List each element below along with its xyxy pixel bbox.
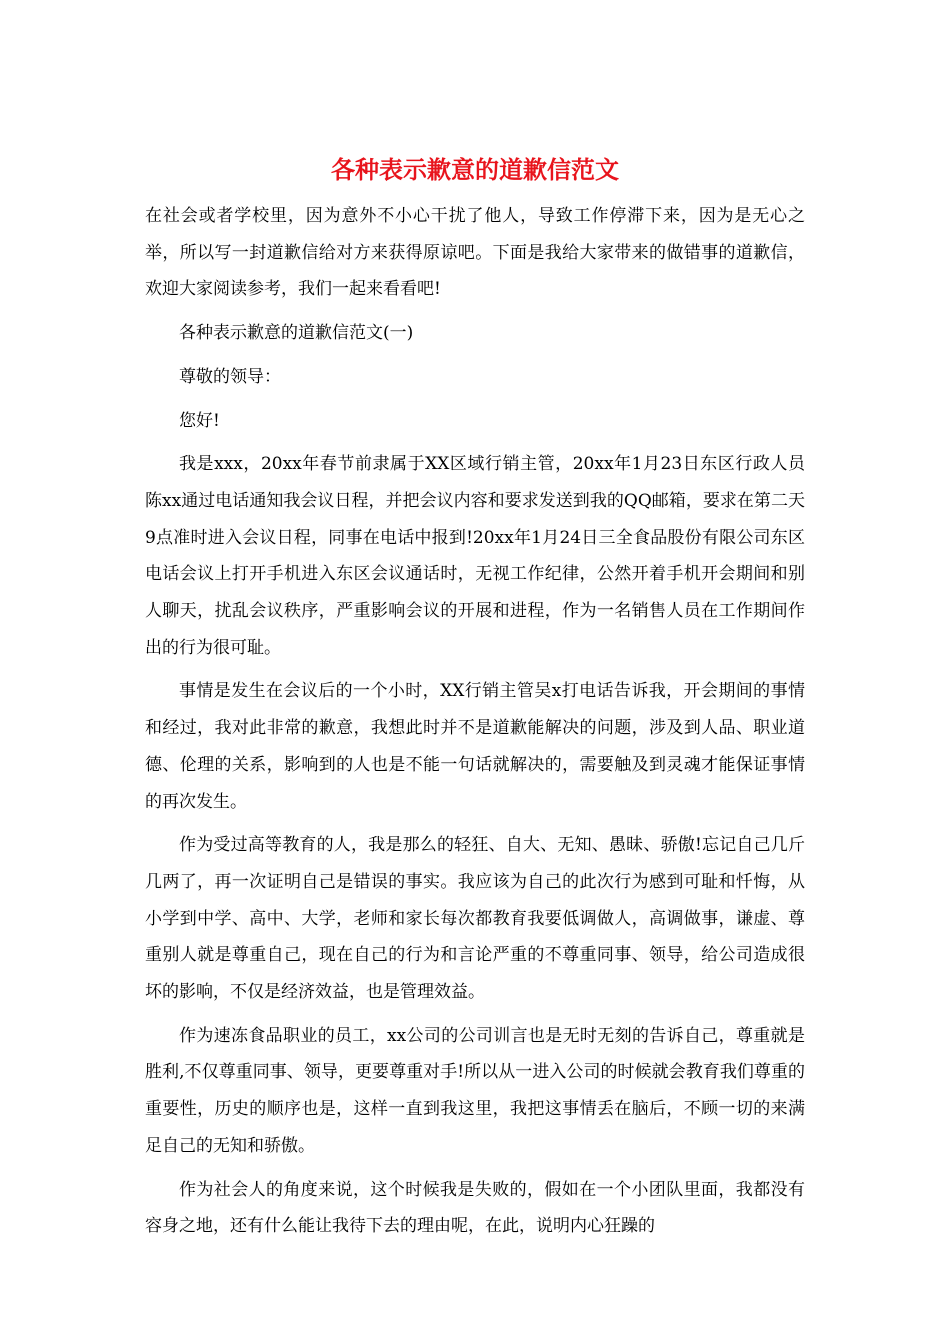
body-paragraph: 作为速冻食品职业的员工，xx公司的公司训言也是无时无刻的告诉自己，尊重就是胜利,不仅尊重同事、领导，更要尊重对手!所以从一进入公司的时候就会教育我们尊重的重要性，历史的顺序也是，这样一直到我这里，我把这事情丢在脑后，不顾一切的来满足自己的无知和骄傲。 [145, 1025, 805, 1156]
body-paragraph: 作为受过高等教育的人，我是那么的轻狂、自大、无知、愚昧、骄傲!忘记自己几斤几两了，再一次证明自己是错误的事实。我应该为自己的此次行为感到可耻和忏悔，从小学到中学、高中、大学，老师和家长每次都教育我要低调做人，高调做事，谦虚、尊重别人就是尊重自己，现在自己的行为和言论严重的不尊重同事、领导，给公司造成很坏的影响，不仅是经济效益，也是管理效益。 [145, 835, 805, 1003]
body-paragraph: 我是xxx，20xx年春节前隶属于XX区域行销主管，20xx年1月23日东区行政人员陈xx通过电话通知我会议日程，并把会议内容和要求发送到我的QQ邮箱，要求在第二天9点准时进入会议日程，同事在电话中报到!20xx年1月24日三全食品股份有限公司东区电话会议上打开手机进入东区会议通话时，无视工作纪律，公然开着手机开会期间和别人聊天，扰乱会议秩序，严重影响会议的开展和进程，作为一名销售人员在工作期间作出的行为很可耻。 [145, 454, 805, 658]
salutation: 尊敬的领导： [179, 366, 281, 387]
body-paragraph: 事情是发生在会议后的一个小时，XX行销主管吴x打电话告诉我，开会期间的事情和经过，我对此非常的歉意，我想此时并不是道歉能解决的问题，涉及到人品、职业道德、伦理的关系，影响到的人也是不能一句话就解决的，需要触及到灵魂才能保证事情的再次发生。 [145, 681, 805, 812]
body-paragraph: 作为社会人的角度来说，这个时候我是失败的，假如在一个小团队里面，我都没有容身之地，还有什么能让我待下去的理由呢，在此，说明内心狂躁的 [145, 1179, 805, 1237]
document-title: 各种表示歉意的道歉信范文 [331, 155, 619, 184]
intro-paragraph: 在社会或者学校里，因为意外不小心干扰了他人，导致工作停滞下来，因为是无心之举，所以写一封道歉信给对方来获得原谅吧。下面是我给大家带来的做错事的道歉信，欢迎大家阅读参考，我们一起来看看吧! [145, 206, 805, 300]
section-heading: 各种表示歉意的道歉信范文(一) [179, 323, 414, 344]
greeting: 您好! [179, 410, 220, 431]
